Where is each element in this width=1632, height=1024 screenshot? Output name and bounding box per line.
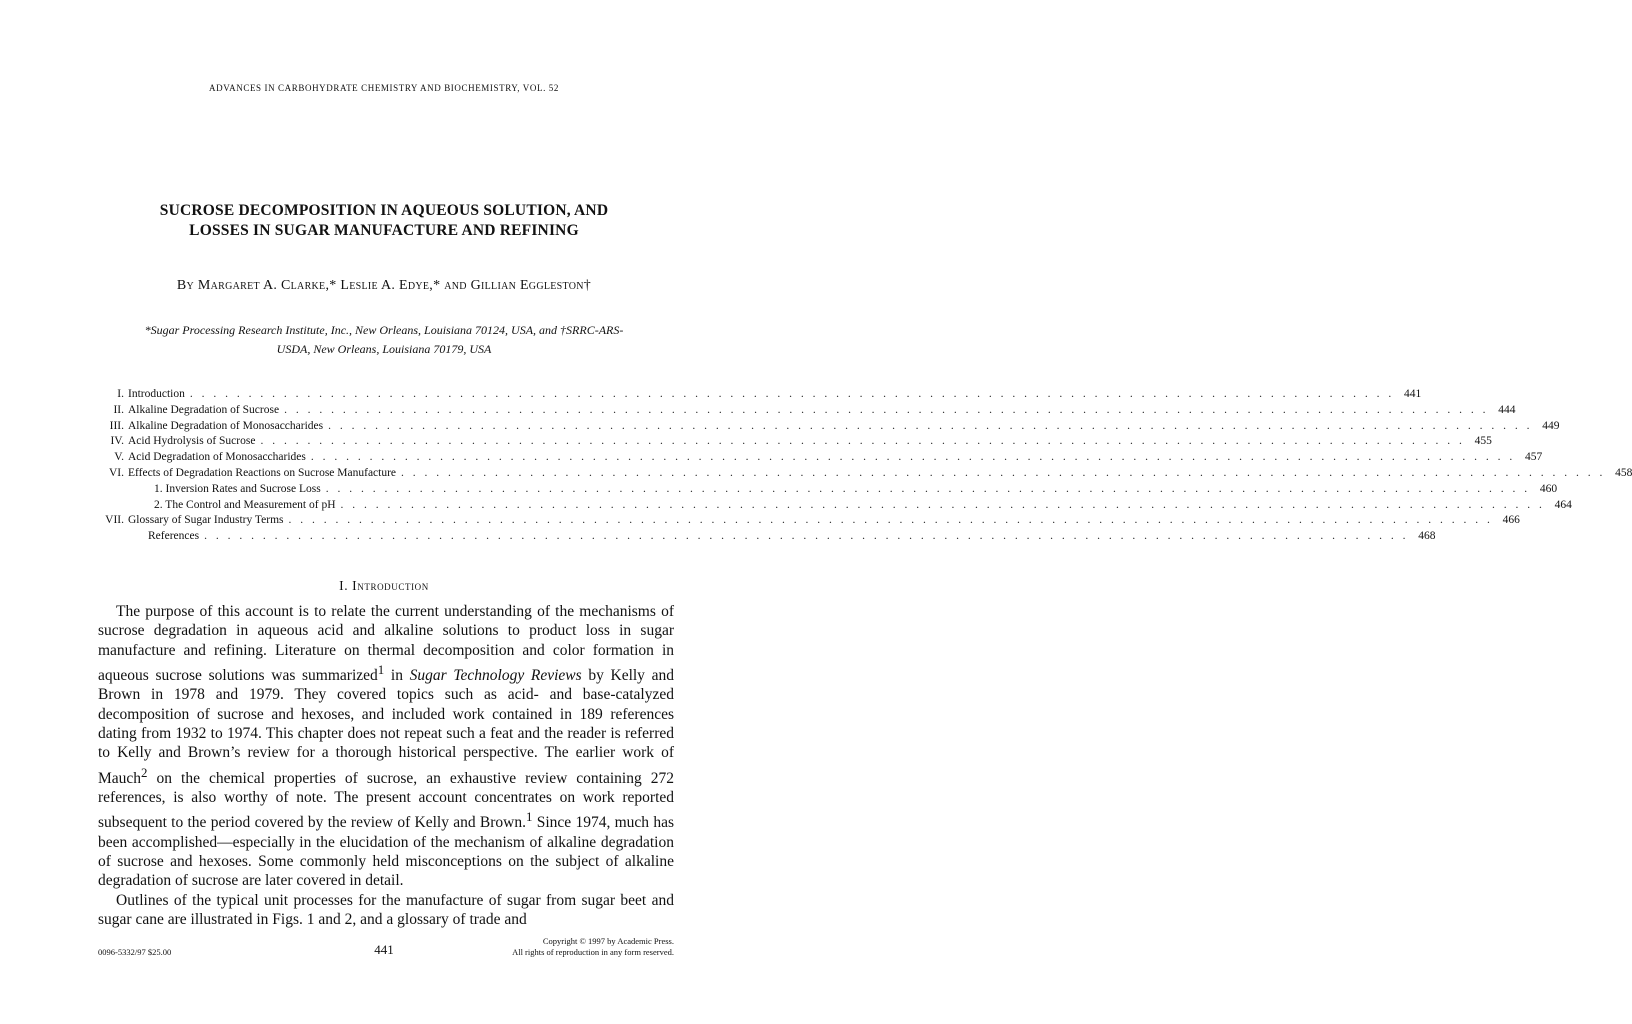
- paragraph-1-text: on the chemical properties of sucrose, an exhaustive review containing 272 references, is also worthy of note. The present account concentrates on work reported subsequent to the period covered by the review of Kelly and Brown.: [98, 769, 674, 832]
- paragraph-1-text: in: [384, 667, 410, 685]
- author-2: Leslie A. Edye,*: [340, 278, 441, 293]
- toc-entry-number: III.: [109, 419, 124, 432]
- toc-leader-dots: . . . . . . . . . . . . . . . . . . . . . . . . . . . . . . . . . . . . . . . . . . . . . . . . . . . . . . . . . . . . . . . . . . . . . . . . . . . . . . . . . . . . . . . . . . . . . . . . . . . . . . .: [325, 482, 1531, 495]
- toc-entry-page: 455: [1474, 435, 1492, 448]
- journal-title: Sugar Technology Reviews: [409, 667, 582, 685]
- toc-entry-title: Alkaline Degradation of Sucrose: [128, 403, 280, 416]
- toc-leader-dots: . . . . . . . . . . . . . . . . . . . . . . . . . . . . . . . . . . . . . . . . . . . . . . . . . . . . . . . . . . . . . . . . . . . . . . . . . . . . . . . . . . . . . . . . . . . . . . . . . . . . . . .: [310, 451, 1516, 464]
- toc-entry-number: VI.: [108, 466, 124, 479]
- rights-line: All rights of reproduction in any form reserved.: [512, 947, 674, 957]
- toc-entry-title: 2. The Control and Measurement of pH: [154, 498, 336, 511]
- toc-entry-page: 460: [1539, 482, 1558, 495]
- author-1: Margaret A. Clarke,*: [197, 278, 337, 293]
- toc-entry: [100, 388, 1422, 404]
- title-line-1: SUCROSE DECOMPOSITION IN AQUEOUS SOLUTION, AND: [159, 202, 609, 219]
- toc-entry: [100, 466, 1632, 483]
- toc-entry: [100, 514, 1520, 530]
- by-label: By: [176, 278, 195, 293]
- page-number: 441: [374, 942, 394, 957]
- and-label: and: [444, 278, 467, 293]
- toc-entry-number: VII.: [105, 514, 124, 527]
- affiliation-line-2: USDA, New Orleans, Louisiana 70179, USA: [276, 342, 492, 356]
- toc-entry-number: II.: [113, 403, 124, 416]
- toc-leader-dots: . . . . . . . . . . . . . . . . . . . . . . . . . . . . . . . . . . . . . . . . . . . . . . . . . . . . . . . . . . . . . . . . . . . . . . . . . . . . . . . . . . . . . . . . . . . . . . . . . . . . . . .: [288, 514, 1493, 527]
- toc-leader-dots: . . . . . . . . . . . . . . . . . . . . . . . . . . . . . . . . . . . . . . . . . . . . . . . . . . . . . . . . . . . . . . . . . . . . . . . . . . . . . . . . . . . . . . . . . . . . . . . . . . . . . . .: [340, 498, 1545, 511]
- toc-entry-page: 449: [1542, 419, 1560, 432]
- toc-entry-title: Acid Hydrolysis of Sucrose: [128, 435, 256, 448]
- toc-leader-dots: . . . . . . . . . . . . . . . . . . . . . . . . . . . . . . . . . . . . . . . . . . . . . . . . . . . . . . . . . . . . . . . . . . . . . . . . . . . . . . . . . . . . . . . . . . . . . . . . . . . . . . .: [328, 419, 1533, 432]
- title-line-2: LOSSES IN SUGAR MANUFACTURE AND REFINING: [189, 222, 579, 239]
- toc-entry-title: References: [148, 530, 200, 543]
- toc-entry-title: Alkaline Degradation of Monosaccharides: [128, 419, 324, 432]
- paragraph-1-text: by Kelly and Brown in 1978 and 1979. They covered topics such as acid- and base-catalyzed decomposition of sucrose and hexoses, and included work contained in 189 references dating from 1932 to 1974. This chapter does not repeat such a feat and the reader is referred to Kelly and Brown’s review for a thorough historical perspective. The earlier work of Mauch: [98, 667, 674, 787]
- paragraph-1-text: The purpose of this account is to relate the current understanding of the mechanisms of sucrose degradation in aqueous acid and alkaline solutions to product loss in sugar manufacture and refining. Literature on thermal decomposition and color formation in aqueous sucrose solutions was summarized: [98, 603, 674, 685]
- section-numeral: I.: [339, 578, 349, 593]
- toc-entry: [100, 482, 1558, 499]
- toc-entry: [100, 403, 1516, 420]
- section-title: Introduction: [352, 578, 429, 593]
- toc-leader-dots: . . . . . . . . . . . . . . . . . . . . . . . . . . . . . . . . . . . . . . . . . . . . . . . . . . . . . . . . . . . . . . . . . . . . . . . . . . . . . . . . . . . . . . . . . . . . . . . . . . . . . . .: [284, 403, 1489, 416]
- issn-price: 0096-5332/97 $25.00: [98, 947, 172, 957]
- table-of-contents: [100, 388, 1632, 546]
- citation-ref: 1: [526, 809, 533, 825]
- toc-entry: [100, 530, 1436, 546]
- toc-entry-title: 1. Inversion Rates and Sucrose Loss: [154, 482, 321, 495]
- paragraph-2: Outlines of the typical unit processes for the manufacture of sugar from sugar beet and sugar cane are illustrated in Figs. 1 and 2, and a glossary of trade and: [98, 891, 674, 928]
- toc-leader-dots: . . . . . . . . . . . . . . . . . . . . . . . . . . . . . . . . . . . . . . . . . . . . . . . . . . . . . . . . . . . . . . . . . . . . . . . . . . . . . . . . . . . . . . . . . . . . . . . . . . . . . . .: [189, 388, 1395, 400]
- copyright-line: Copyright © 1997 by Academic Press.: [542, 936, 674, 946]
- running-head: ADVANCES IN CARBOHYDRATE CHEMISTRY AND BIOCHEMISTRY, VOL. 52: [209, 83, 559, 93]
- toc-entry-page: 464: [1554, 498, 1572, 511]
- toc-entry-title: Effects of Degradation Reactions on Sucrose Manufacture: [128, 466, 397, 479]
- toc-entry-title: Acid Degradation of Monosaccharides: [128, 451, 306, 464]
- toc-entry: [100, 498, 1572, 515]
- author-3: Gillian Eggleston†: [470, 278, 592, 293]
- toc-leader-dots: . . . . . . . . . . . . . . . . . . . . . . . . . . . . . . . . . . . . . . . . . . . . . . . . . . . . . . . . . . . . . . . . . . . . . . . . . . . . . . . . . . . . . . . . . . . . . . . . . . . . . . .: [401, 466, 1606, 479]
- copyright-notice: [440, 936, 674, 958]
- affiliation: [84, 321, 684, 359]
- toc-entry-page: 444: [1498, 403, 1516, 416]
- toc-entry: [100, 419, 1560, 436]
- paragraph-1-text: Since 1974, much has been accomplished—especially in the elucidation of the mechanism of alkaline degradation of sucrose and hexoses. Some commonly held misconceptions on the subject of alkaline degradation of sucrose are later covered in detail.: [98, 814, 674, 890]
- toc-entry-page: 466: [1502, 514, 1520, 527]
- toc-entry: [100, 451, 1543, 467]
- toc-entry: [100, 435, 1492, 451]
- citation-ref: 1: [377, 661, 385, 677]
- toc-entry-page: 468: [1418, 530, 1436, 543]
- body-text: [98, 602, 674, 929]
- toc-entry-page: 457: [1525, 451, 1543, 464]
- toc-entry-page: 441: [1403, 388, 1422, 400]
- toc-leader-dots: . . . . . . . . . . . . . . . . . . . . . . . . . . . . . . . . . . . . . . . . . . . . . . . . . . . . . . . . . . . . . . . . . . . . . . . . . . . . . . . . . . . . . . . . . . . . . . . . . . . . . . .: [260, 435, 1465, 448]
- toc-leader-dots: . . . . . . . . . . . . . . . . . . . . . . . . . . . . . . . . . . . . . . . . . . . . . . . . . . . . . . . . . . . . . . . . . . . . . . . . . . . . . . . . . . . . . . . . . . . . . . . . . . . . . . .: [204, 530, 1409, 543]
- toc-entry-number: IV.: [110, 435, 124, 448]
- toc-entry-number: I.: [117, 388, 124, 400]
- section-heading: [0, 578, 768, 594]
- author-line: [0, 278, 768, 294]
- toc-entry-title: Introduction: [128, 388, 185, 400]
- toc-entry-number: V.: [114, 451, 124, 464]
- toc-entry-title: Glossary of Sugar Industry Terms: [128, 514, 284, 527]
- affiliation-line-1: *Sugar Processing Research Institute, Inc., New Orleans, Louisiana 70124, USA, and †SRRC-ARS-: [144, 323, 624, 337]
- article-title: [84, 201, 684, 241]
- toc-entry-page: 458: [1615, 466, 1632, 479]
- citation-ref: 2: [141, 764, 148, 780]
- paragraph-1: [98, 602, 674, 891]
